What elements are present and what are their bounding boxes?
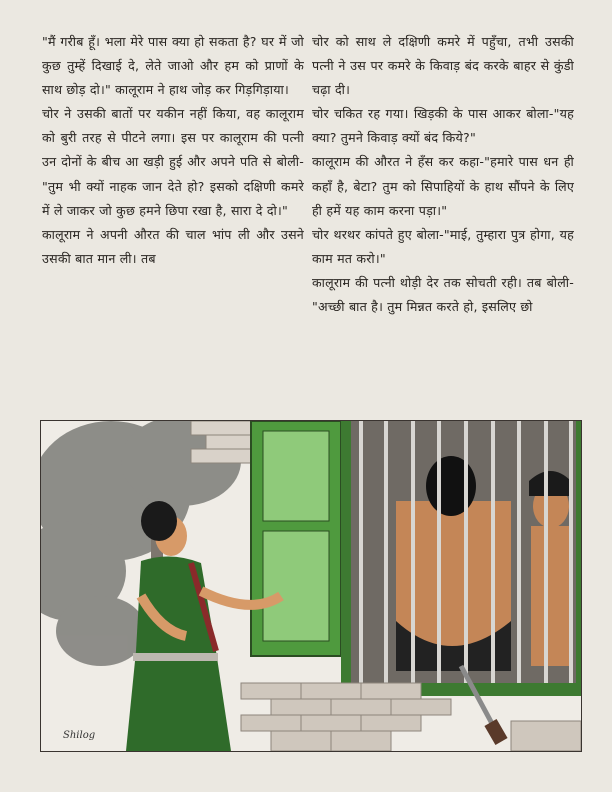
man-figure (529, 471, 571, 666)
paragraph: चोर ने उसकी बातों पर यकीन नहीं किया, वह कालूराम को बुरी तरह से पीटने लगा। इस पर कालूराम की पत्नी उन दोनों के बीच आ खड़ी हुई और अपने पति से बोली-"तुम भी क्यों नाहक जान देते हो? इसको दक्षिणी कमरे में ले जाकर जो कुछ हमने छिपा रखा है, सारा दे दो।" (42, 106, 304, 218)
paragraph: "मैं गरीब हूँ। भला मेरे पास क्या हो सकता है? घर में जो कुछ तुम्हें दिखाई दे, लेते जाओ और हम को प्राणों के साथ छोड़ दो।" कालूराम ने हाथ जोड़ कर गिड़गिड़ाया। (42, 34, 304, 98)
left-text-column (42, 30, 304, 271)
story-illustration (40, 420, 582, 752)
paragraph: कालूराम ने अपनी औरत की चाल भांप ली और उसने उसकी बात मान ली। तब (42, 226, 304, 266)
illustration-art (41, 421, 581, 751)
right-text-column (312, 30, 574, 319)
paragraph: चोर को साथ ले दक्षिणी कमरे में पहुँचा, तभी उसकी पत्नी ने उस पर कमरे के किवाड़ बंद करके बाहर से कुंडी चढ़ा दी। (312, 34, 574, 98)
paragraph: चोर चकित रह गया। खिड़की के पास आकर बोला-"यह क्या? तुमने किवाड़ क्यों बंद किये?" (312, 106, 574, 146)
paragraph: चोर थरथर कांपते हुए बोला-"माई, तुम्हारा पुत्र होगा, यह काम मत करो।" (312, 226, 574, 266)
paragraph: कालूराम की पत्नी थोड़ी देर तक सोचती रही। तब बोली-"अच्छी बात है। तुम मिन्नत करते हो, इसलिए छो (312, 274, 574, 315)
paragraph: कालूराम की औरत ने हँस कर कहा-"हमारे पास धन ही कहाँ है, बेटा? तुम को सिपाहियों के हाथ सौंपने के लिए ही हमें यह काम करना पड़ा।" (312, 154, 574, 218)
artist-signature: Shilog (63, 730, 96, 741)
